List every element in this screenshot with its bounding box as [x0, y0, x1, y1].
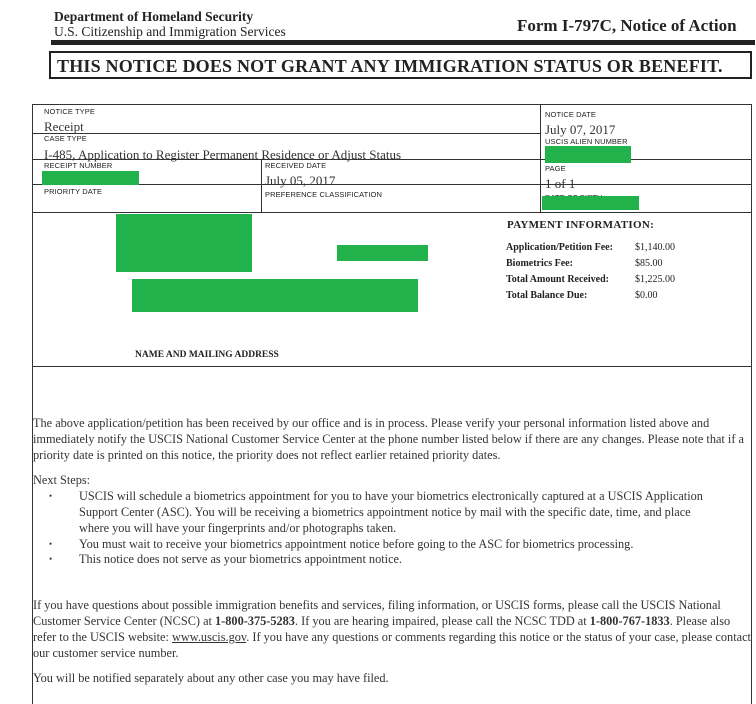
alien-number-label: USCIS ALIEN NUMBER	[545, 137, 628, 146]
payment-label: Total Amount Received:	[506, 274, 609, 285]
received-date-label: RECEIVED DATE	[265, 161, 327, 170]
next-steps-heading: Next Steps:	[33, 473, 91, 487]
contact-text: If you have questions about possible immigration benefits and services, filing information, or USCIS forms, please call the USCIS National Customer Service Center (NCSC) at	[33, 598, 721, 628]
redacted-receipt-number	[42, 171, 139, 185]
ncsc-phone-number: 1-800-375-5283	[215, 614, 295, 628]
notice-type-label: NOTICE TYPE	[44, 107, 95, 116]
grid-line	[32, 366, 752, 367]
payment-label: Biometrics Fee:	[506, 258, 573, 269]
final-note: You will be notified separately about any other case you may have filed.	[33, 671, 389, 685]
payment-amount: $1,140.00	[635, 242, 675, 253]
redacted-address-fragment	[337, 245, 428, 261]
payment-label: Application/Petition Fee:	[506, 242, 613, 253]
name-and-address-label: NAME AND MAILING ADDRESS	[135, 350, 279, 360]
redacted-alien-number	[545, 146, 631, 163]
header-rule	[51, 40, 755, 45]
processing-paragraph: The above application/petition has been received by our office and is in process. Please verify your personal information listed above and immediately notify the USCIS National Customer Service Center at the phone number listed below if there are any changes. Please note that if a priority date is printed on this notice, the priority does not reflect earlier retained priority dates.	[33, 416, 744, 462]
payment-label: Total Balance Due:	[506, 290, 588, 301]
contact-text: . If you have any questions or comments regarding this notice or the status of your case, please contact our customer service number.	[33, 630, 751, 660]
redacted-date-of-birth	[542, 196, 639, 210]
redacted-name	[116, 214, 252, 272]
payment-amount: $1,225.00	[635, 274, 675, 285]
payment-heading: PAYMENT INFORMATION:	[507, 219, 655, 231]
list-item-text: This notice does not serve as your biometrics appointment notice.	[79, 552, 403, 566]
notice-type-value: Receipt	[44, 119, 84, 134]
payment-amount: $0.00	[635, 290, 658, 301]
grid-line	[32, 133, 540, 134]
bullet-icon: •	[49, 554, 53, 564]
receipt-number-label: RECEIPT NUMBER	[44, 161, 113, 170]
disclaimer-text: THIS NOTICE DOES NOT GRANT ANY IMMIGRATION STATUS OR BENEFIT.	[57, 56, 723, 76]
notice-date-label: NOTICE DATE	[545, 110, 596, 119]
preference-classification-label: PREFERENCE CLASSIFICATION	[265, 190, 382, 199]
bullet-icon: •	[49, 539, 53, 549]
grid-line	[32, 212, 752, 213]
list-item-text: You must wait to receive your biometrics appointment notice before going to the ASC for biometrics processing.	[79, 537, 634, 551]
agency-subname: U.S. Citizenship and Immigration Services	[54, 24, 286, 39]
priority-date-label: PRIORITY DATE	[44, 187, 103, 196]
tdd-phone-number: 1-800-767-1833	[589, 614, 670, 628]
notice-date-value: July 07, 2017	[545, 122, 616, 137]
page-label: PAGE	[545, 164, 566, 173]
list-item-text: USCIS will schedule a biometrics appointment for you to have your biometrics electronically captured at a USCIS Application Support Center (ASC). You will be receiving a biometrics appointment notice by mail with the specific date, time, and place where you will have your fingerprints and/or photographs taken.	[79, 489, 703, 535]
form-title: Form I-797C, Notice of Action	[517, 16, 737, 35]
payment-amount: $85.00	[635, 258, 663, 269]
case-type-label: CASE TYPE	[44, 134, 87, 143]
contact-text: . Please also refer to the USCIS website:	[33, 614, 731, 644]
grid-line	[261, 159, 262, 212]
contact-text: . If you are hearing impaired, please call the NCSC TDD at	[294, 614, 590, 628]
grid-line	[32, 184, 752, 185]
received-date-value: July 05, 2017	[265, 173, 336, 188]
grid-line	[540, 104, 541, 212]
bullet-icon: •	[49, 491, 53, 501]
page-value: 1 of 1	[545, 176, 576, 191]
uscis-website-link[interactable]: www.uscis.gov	[172, 630, 247, 644]
contact-paragraph	[33, 597, 753, 661]
agency-name: Department of Homeland Security	[54, 9, 254, 24]
redacted-mailing-address	[132, 279, 418, 312]
case-type-value: I-485, Application to Register Permanent Residence or Adjust Status	[44, 147, 402, 162]
